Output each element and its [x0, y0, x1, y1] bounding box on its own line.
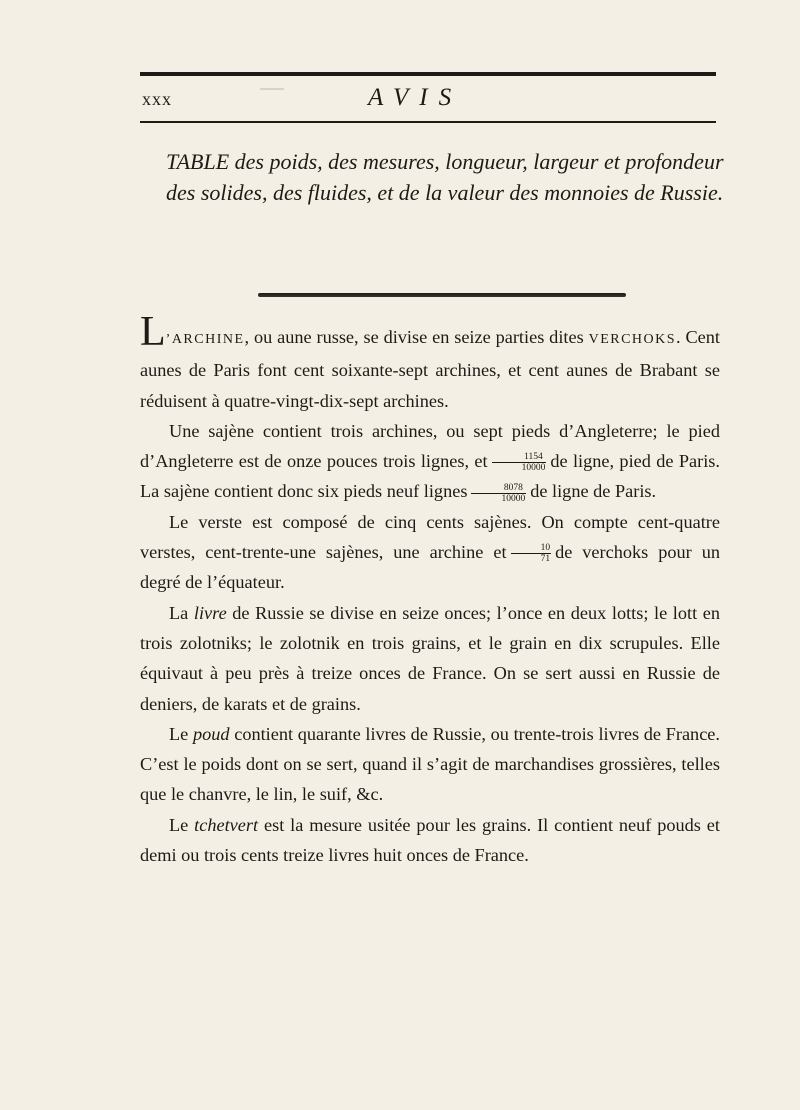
drop-cap: L — [140, 309, 166, 355]
paragraph-text: de verchoks pour un degré de l’équateur. — [140, 542, 721, 593]
paragraph-text: , ou aune russe, se divise en seize parties dites — [244, 327, 589, 347]
page-number: xxx — [142, 89, 172, 109]
paragraph-text: de ligne de Paris. — [530, 481, 657, 502]
italic-term: poud — [192, 723, 230, 744]
fraction — [492, 452, 547, 473]
paragraph-verste — [140, 507, 720, 598]
italic-term: tchetvert — [194, 814, 259, 835]
paragraph-lead: La — [169, 602, 194, 623]
table-title: TABLE des poids, des mesures, longueur, largeur et profondeur des solides, des fluides, et de la valeur des monnoies de Russie. — [166, 149, 724, 205]
paragraph-archine — [140, 309, 721, 416]
top-rule — [140, 72, 716, 76]
fraction-numerator: 8078 — [471, 483, 526, 494]
fraction-denominator: 71 — [540, 554, 551, 565]
fraction-numerator: 10 — [511, 543, 552, 554]
smallcaps-archine: ’ARCHINE — [165, 332, 245, 347]
page-header — [140, 86, 716, 112]
fraction-denominator: 10000 — [501, 493, 526, 504]
paragraph-poud — [140, 719, 720, 810]
paragraph-text: de Russie se divise en seize onces; l’once en deux lotts; le lott en trois zolotniks; le zolotnik en trois grains, et le grain en dix scrupules. Elle équivaut à peu près à treize onces de France. On se sert aussi en Russie de deniers, de karats et de grains. — [140, 602, 720, 714]
paragraph-text: de ligne, pied de Paris. La sajène contient donc six pieds neuf lignes — [140, 451, 720, 502]
paragraph-text: Une sajène contient trois archines, ou sept pieds d’Angleterre; le pied d’Angleterre est de onze pouces trois lignes, et — [140, 420, 720, 472]
smallcaps-verchoks: VERCHOKS — [588, 332, 677, 347]
paragraph-sajene — [140, 416, 720, 507]
fraction — [511, 543, 552, 564]
fraction-denominator: 10000 — [521, 463, 546, 474]
header-rule — [140, 121, 716, 123]
paragraph-livre — [140, 598, 720, 719]
fraction-numerator: 1154 — [492, 452, 547, 463]
body-text — [140, 309, 721, 870]
italic-term: livre — [193, 602, 227, 623]
paragraph-text: est la mesure usitée pour les grains. Il contient neuf pouds et demi ou trois cents treize livres huit onces de France. — [140, 814, 720, 866]
paragraph-text: . Cent aunes de Paris font cent soixante-sept archines, et cent aunes de Brabant se réduisent à quatre-vingt-dix-sept archines. — [140, 327, 721, 411]
section-divider — [258, 293, 626, 297]
paragraph-lead: Le — [169, 814, 195, 835]
running-title: AVIS — [368, 84, 463, 111]
paragraph-lead: Le — [169, 723, 193, 744]
paragraph-tchetvert — [140, 810, 720, 871]
fraction — [471, 483, 526, 504]
paragraph-text: Le verste est composé de cinq cents sajènes. On compte cent-quatre verstes, cent-trente-une sajènes, une archine et — [140, 511, 720, 563]
paragraph-text: contient quarante livres de Russie, ou trente-trois livres de France. C’est le poids dont on se sert, quand il s’agit de marchandises grossières, telles que le chanvre, le lin, le suif, &c. — [140, 723, 720, 805]
